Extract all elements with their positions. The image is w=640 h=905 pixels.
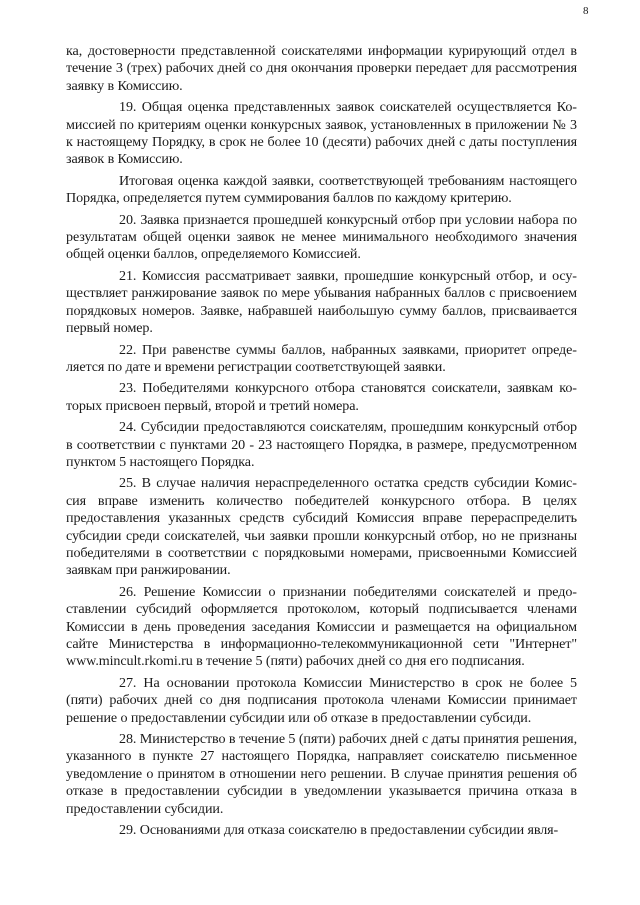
paragraph-item-29: 29. Основаниями для отказа соискателю в предоставлении субсидии явля- [119,822,559,839]
paragraph-item-20: 20. Заявка признается прошедшей конкурсный отбор при условии набора по результатам общей оценки заявок не менее минимального необходимого значения общей оценки баллов, определяемого Комиссией. [66,211,577,263]
paragraph-item-23: 23. Победителями конкурсного отбора становятся соискатели, заявкам которых присвоен первый, второй и третий номера. [66,380,577,414]
paragraph-item-24: 24. Субсидии предоставляются соискателям, прошедшим конкурсный отбор в соответствии с пунктами 20 - 23 настоящего Порядка, в размере, предусмотренном пунктом 5 настоящего Порядка. [66,419,577,470]
paragraph-item-25: 25. В случае наличия нераспределенного остатка средств субсидии Комиссия вправе изменить количество победителей конкурсного отбора. В целях предоставления указанных средств субсидий Комиссия вправе перераспределить субсидии среди соискателей, чьи заявки прошли конкурсный отбор, но не признаны победителями в соответствии с порядковыми номерами, присвоенными Комиссией заявкам при ранжировании. [66,475,577,579]
paragraph-item-22: 22. При равенстве суммы баллов, набранных заявками, приоритет определяется по дате и времени регистрации соответствующей заявки. [66,341,577,375]
paragraph-item-28: 28. Министерство в течение 5 (пяти) рабочих дней с даты принятия решения, указанного в пункте 27 настоящего Порядка, направляет соискателю письменное уведомление о принятом в отношении него решении. В случае принятия решения об отказе в предоставлении субсидии в уведомлении указывается причина отказа в предоставлении субсидии. [66,731,577,817]
paragraph-final-score: Итоговая оценка каждой заявки, соответствующей требованиям настоящего Порядка, определяется путем суммирования баллов по каждому критерию. [66,172,577,207]
paragraph-item-26: 26. Решение Комиссии о признании победителями соискателей и предоставлении субсидий оформляется протоколом, который подписывается членами Комиссии в день проведения заседания Комиссии и размещается на официальном сайте Министерства в информационно-телекоммуникационной сети "Интернет" www.mincult.rkomi.ru в течение 5 (пяти) рабочих дней со дня его подписания. [66,583,577,670]
paragraph-continuation: ка, достоверности представленной соискателями информации курирующий отдел в течение 3 (трех) рабочих дней со дня окончания проверки передает для рассмотрения заявку в Комиссию. [66,43,577,94]
document-body [66,43,577,839]
paragraph-item-21: 21. Комиссия рассматривает заявки, прошедшие конкурсный отбор, и осуществляет ранжирование заявок по мере убывания набранных баллов с присвоением порядковых номеров. Заявке, набравшей наибольшую сумму баллов, присваивается первый номер. [66,267,577,337]
page-number: 8 [583,5,589,17]
paragraph-item-19: 19. Общая оценка представленных заявок соискателей осуществляется Комиссией по критериям оценки конкурсных заявок, установленных в приложении № 3 к настоящему Порядку, в срок не более 10 (десяти) рабочих дней с даты поступления заявок в Комиссию. [66,99,577,168]
paragraph-item-27: 27. На основании протокола Комиссии Министерство в срок не более 5 (пяти) рабочих дней со дня подписания протокола членами Комиссии принимает решение о предоставлении субсидии или об отказе в предоставлении субсиди. [66,674,577,726]
